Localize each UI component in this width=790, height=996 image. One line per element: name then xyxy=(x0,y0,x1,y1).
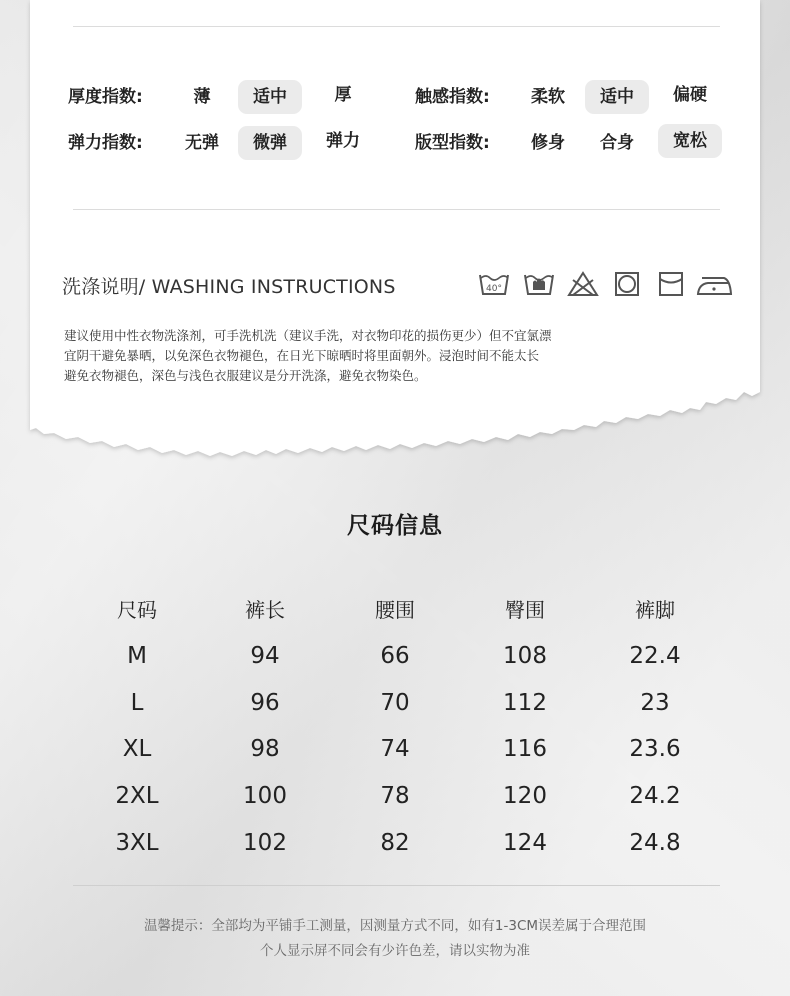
washing-instructions-title: 洗涤说明/ WASHING INSTRUCTIONS xyxy=(62,276,396,298)
svg-text:40°: 40° xyxy=(486,284,502,294)
table-cell: 116 xyxy=(503,736,547,762)
hand-wash-icon xyxy=(523,270,555,298)
table-cell: XL xyxy=(122,736,152,762)
table-cell: L xyxy=(130,690,144,716)
no-bleach-icon xyxy=(567,270,599,298)
size-header-size: 尺码 xyxy=(117,598,157,622)
elasticity-option-none: 无弹 xyxy=(185,133,219,153)
top-divider xyxy=(73,26,720,27)
touch-option-stiff: 偏硬 xyxy=(673,85,707,105)
elasticity-option-slight: 微弹 xyxy=(238,126,302,160)
touch-option-soft: 柔软 xyxy=(531,87,565,107)
thickness-option-medium: 适中 xyxy=(238,80,302,114)
fit-option-regular: 合身 xyxy=(600,133,634,153)
elasticity-option-stretch: 弹力 xyxy=(326,131,360,151)
size-header-hip: 臀围 xyxy=(505,598,545,622)
touch-option-medium: 适中 xyxy=(585,80,649,114)
touch-index-label: 触感指数: xyxy=(415,87,490,107)
tumble-dry-icon xyxy=(611,270,643,298)
washing-line: 避免衣物褪色，深色与浅色衣服建议是分开洗涤，避免衣物染色。 xyxy=(64,368,427,383)
table-cell: 100 xyxy=(243,783,287,809)
wash-40-icon xyxy=(478,270,510,298)
table-cell: 94 xyxy=(250,643,280,669)
table-cell: 74 xyxy=(380,736,410,762)
table-cell: 70 xyxy=(380,690,410,716)
table-cell: 23.6 xyxy=(629,736,681,762)
thickness-option-thick: 厚 xyxy=(334,85,352,105)
table-cell: 82 xyxy=(380,830,410,856)
size-info-title: 尺码信息 xyxy=(347,513,443,539)
size-header-length: 裤长 xyxy=(245,598,285,622)
table-cell: 3XL xyxy=(115,830,159,856)
fit-option-slim: 修身 xyxy=(531,133,565,153)
elasticity-index-label: 弹力指数: xyxy=(68,133,143,153)
table-cell: 2XL xyxy=(115,783,159,809)
table-cell: 108 xyxy=(503,643,547,669)
table-cell: 66 xyxy=(380,643,410,669)
measurement-tip: 温馨提示：全部均为平铺手工测量，因测量方式不同，如有1-3CM误差属于合理范围 xyxy=(143,918,647,934)
table-cell: M xyxy=(127,643,147,669)
table-divider xyxy=(73,885,720,886)
table-cell: 102 xyxy=(243,830,287,856)
thickness-index-label: 厚度指数: xyxy=(68,87,143,107)
washing-instructions-text xyxy=(64,326,624,386)
iron-icon xyxy=(696,270,734,298)
table-cell: 24.2 xyxy=(629,783,681,809)
table-cell: 78 xyxy=(380,783,410,809)
thickness-option-thin: 薄 xyxy=(193,87,211,107)
table-cell: 124 xyxy=(503,830,547,856)
table-cell: 96 xyxy=(250,690,280,716)
line-dry-icon xyxy=(655,270,687,298)
table-cell: 22.4 xyxy=(629,643,681,669)
table-cell: 120 xyxy=(503,783,547,809)
fit-option-loose: 宽松 xyxy=(658,124,722,158)
washing-line: 建议使用中性衣物洗涤剂，可手洗机洗（建议手洗，对衣物印花的损伤更少）但不宜氯漂 xyxy=(64,328,552,343)
size-header-waist: 腰围 xyxy=(375,598,415,622)
care-symbols xyxy=(478,270,733,298)
table-cell: 98 xyxy=(250,736,280,762)
table-cell: 23 xyxy=(640,690,670,716)
color-tip: 个人显示屏不同会有少许色差，请以实物为准 xyxy=(260,943,530,959)
washing-line: 宜阴干避免暴晒，以免深色衣物褪色，在日光下晾晒时将里面朝外。浸泡时间不能太长 xyxy=(64,348,540,363)
index-divider xyxy=(73,209,720,210)
fit-index-label: 版型指数: xyxy=(415,133,490,153)
torn-paper-card xyxy=(0,0,790,470)
size-header-hem: 裤脚 xyxy=(635,598,675,622)
table-cell: 24.8 xyxy=(629,830,681,856)
table-cell: 112 xyxy=(503,690,547,716)
